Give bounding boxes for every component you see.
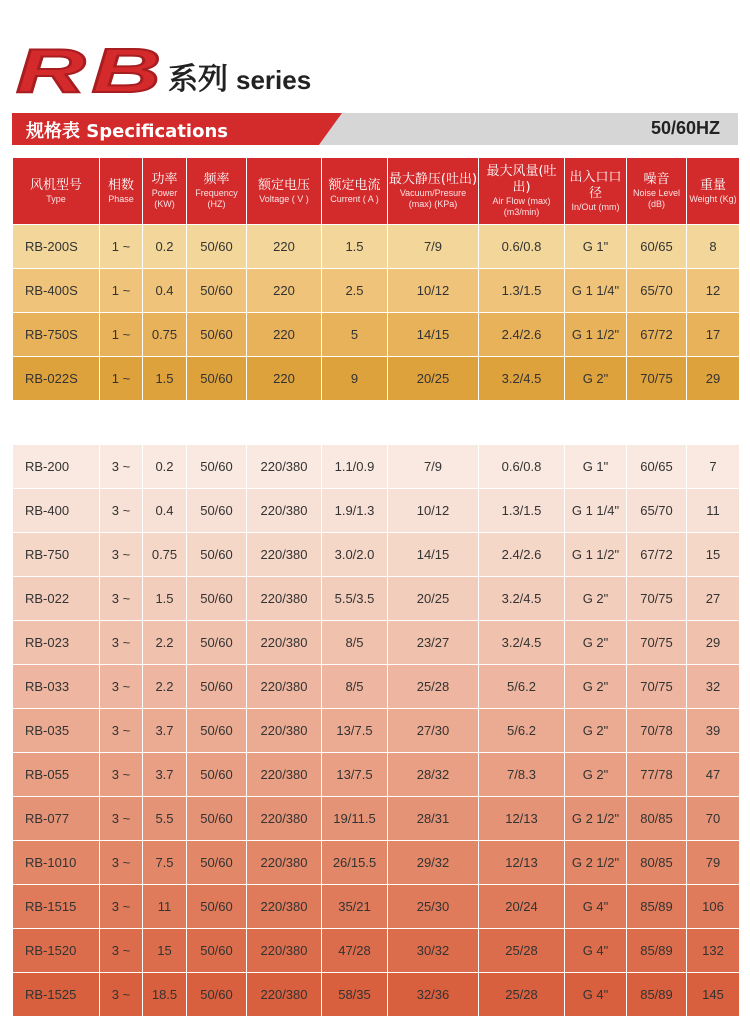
column-header-cn: 噪音 <box>643 172 670 187</box>
table-cell: 3 ~ <box>100 445 143 489</box>
table-row-rb-022 <box>13 577 740 621</box>
table-cell: 12/13 <box>479 797 565 841</box>
column-header-en: Weight (Kg) <box>689 193 737 204</box>
table-cell: 7 <box>687 445 740 489</box>
table-cell: 220/380 <box>247 753 322 797</box>
table-cell: 50/60 <box>187 225 247 269</box>
table-cell: 7/9 <box>388 445 479 489</box>
table-cell: 2.2 <box>143 665 187 709</box>
table-cell: 50/60 <box>187 445 247 489</box>
table-cell: 28/31 <box>388 797 479 841</box>
table-cell: 3 ~ <box>100 753 143 797</box>
table-cell: 60/65 <box>627 225 687 269</box>
table-cell: 0.75 <box>143 533 187 577</box>
table-row-rb-033 <box>13 665 740 709</box>
table-cell: 67/72 <box>627 533 687 577</box>
table-cell: G 2" <box>565 357 627 401</box>
table-cell: 50/60 <box>187 313 247 357</box>
column-header-en: Air Flow (max) (m3/min) <box>492 196 551 217</box>
table-cell: 0.6/0.8 <box>479 445 565 489</box>
table-cell: 3 ~ <box>100 797 143 841</box>
table-cell: G 1" <box>565 225 627 269</box>
table-cell: 0.6/0.8 <box>479 225 565 269</box>
series-title-en: series <box>236 65 312 95</box>
table-cell: 5.5 <box>143 797 187 841</box>
table-cell: 67/72 <box>627 313 687 357</box>
table-cell: 8/5 <box>322 665 388 709</box>
column-header-en: In/Out (mm) <box>571 201 620 212</box>
table-row-rb-1525 <box>13 973 740 1017</box>
table-cell: 47/28 <box>322 929 388 973</box>
table-row-rb-023 <box>13 621 740 665</box>
model-cell: RB-077 <box>13 797 100 841</box>
table-cell: 25/28 <box>479 929 565 973</box>
table-cell: 220/380 <box>247 533 322 577</box>
column-header <box>247 158 322 225</box>
table-body <box>13 225 740 1017</box>
table-cell: 1.3/1.5 <box>479 489 565 533</box>
table-cell: 80/85 <box>627 797 687 841</box>
table-cell: 3.2/4.5 <box>479 577 565 621</box>
table-cell: 15 <box>687 533 740 577</box>
model-cell: RB-033 <box>13 665 100 709</box>
table-cell: 12 <box>687 269 740 313</box>
table-cell: 1.9/1.3 <box>322 489 388 533</box>
model-cell: RB-1010 <box>13 841 100 885</box>
column-header-cn: 额定电压 <box>257 177 310 193</box>
column-header <box>479 158 565 225</box>
table-cell: 50/60 <box>187 665 247 709</box>
table-cell: 11 <box>143 885 187 929</box>
table-cell: G 4" <box>565 973 627 1017</box>
model-cell: RB-035 <box>13 709 100 753</box>
table-cell: 26/15.5 <box>322 841 388 885</box>
table-cell: 70/78 <box>627 709 687 753</box>
column-header <box>627 158 687 225</box>
column-header-cn: 额定电流 <box>328 177 381 193</box>
column-header-en: Frequency (HZ) <box>195 188 238 209</box>
column-header <box>687 158 740 225</box>
table-cell: 220/380 <box>247 929 322 973</box>
table-cell: 1.1/0.9 <box>322 445 388 489</box>
table-cell: 2.4/2.6 <box>479 533 565 577</box>
table-cell: G 4" <box>565 885 627 929</box>
table-cell: 20/25 <box>388 357 479 401</box>
table-cell: 0.4 <box>143 489 187 533</box>
table-cell: 220/380 <box>247 973 322 1017</box>
table-cell: 50/60 <box>187 489 247 533</box>
table-cell: G 1 1/4" <box>565 269 627 313</box>
table-cell: 29 <box>687 621 740 665</box>
table-row-rb-077 <box>13 797 740 841</box>
table-cell: 50/60 <box>187 973 247 1017</box>
table-cell: 50/60 <box>187 753 247 797</box>
table-cell: G 2" <box>565 665 627 709</box>
table-cell: 3 ~ <box>100 665 143 709</box>
table-cell: 50/60 <box>187 841 247 885</box>
table-row-rb-055 <box>13 753 740 797</box>
table-cell: 39 <box>687 709 740 753</box>
table-cell: 20/24 <box>479 885 565 929</box>
table-cell: 7/9 <box>388 225 479 269</box>
table-cell: 10/12 <box>388 489 479 533</box>
column-header <box>388 158 479 225</box>
model-cell: RB-400S <box>13 269 100 313</box>
table-cell: 13/7.5 <box>322 709 388 753</box>
table-cell: 35/21 <box>322 885 388 929</box>
column-header-en: Vacuum/Presure (max) (KPa) <box>399 188 467 209</box>
table-row-rb-200s <box>13 225 740 269</box>
table-cell: 3 ~ <box>100 929 143 973</box>
table-cell: 8/5 <box>322 621 388 665</box>
table-cell: 77/78 <box>627 753 687 797</box>
table-cell: 2.4/2.6 <box>479 313 565 357</box>
table-cell: 11 <box>687 489 740 533</box>
table-cell: 3.7 <box>143 753 187 797</box>
table-cell: 10/12 <box>388 269 479 313</box>
table-cell: G 2" <box>565 753 627 797</box>
column-header-cn: 风机型号 <box>29 177 82 193</box>
table-cell: 220/380 <box>247 577 322 621</box>
series-title <box>168 54 311 98</box>
table-cell: 1.5 <box>143 357 187 401</box>
table-cell: G 2" <box>565 621 627 665</box>
table-cell: 50/60 <box>187 533 247 577</box>
table-row-rb-400s <box>13 269 740 313</box>
model-cell: RB-055 <box>13 753 100 797</box>
column-header-cn: 频率 <box>203 172 230 187</box>
model-cell: RB-1520 <box>13 929 100 973</box>
table-cell: 5/6.2 <box>479 665 565 709</box>
table-cell: 2.2 <box>143 621 187 665</box>
rb-logo: RB <box>16 37 168 106</box>
table-cell: 132 <box>687 929 740 973</box>
table-cell: 0.4 <box>143 269 187 313</box>
table-cell: G 1 1/2" <box>565 533 627 577</box>
table-cell: 3 ~ <box>100 621 143 665</box>
group-separator-cell <box>13 401 740 445</box>
table-cell: 50/60 <box>187 621 247 665</box>
table-cell: 27 <box>687 577 740 621</box>
table-cell: G 2 1/2" <box>565 841 627 885</box>
table-cell: 2.5 <box>322 269 388 313</box>
column-header-cn: 功率 <box>151 172 178 187</box>
table-cell: 85/89 <box>627 929 687 973</box>
table-cell: G 1 1/4" <box>565 489 627 533</box>
table-cell: 65/70 <box>627 489 687 533</box>
table-cell: 50/60 <box>187 577 247 621</box>
model-cell: RB-1525 <box>13 973 100 1017</box>
table-cell: 50/60 <box>187 709 247 753</box>
table-cell: 14/15 <box>388 533 479 577</box>
table-row-rb-1520 <box>13 929 740 973</box>
model-cell: RB-400 <box>13 489 100 533</box>
brand-header <box>16 37 312 106</box>
table-cell: 25/28 <box>479 973 565 1017</box>
table-cell: 5 <box>322 313 388 357</box>
table-cell: 3 ~ <box>100 973 143 1017</box>
table-cell: 70/75 <box>627 577 687 621</box>
column-header-en: Phase <box>108 193 134 204</box>
spec-banner <box>12 113 738 145</box>
table-cell: 85/89 <box>627 973 687 1017</box>
table-cell: 1 ~ <box>100 357 143 401</box>
table-cell: 220/380 <box>247 665 322 709</box>
table-cell: 70/75 <box>627 665 687 709</box>
table-cell: 3.2/4.5 <box>479 357 565 401</box>
model-cell: RB-1515 <box>13 885 100 929</box>
table-cell: 1 ~ <box>100 225 143 269</box>
banner-title: 规格表 Specifications <box>26 121 228 142</box>
table-cell: 3.2/4.5 <box>479 621 565 665</box>
model-cell: RB-750 <box>13 533 100 577</box>
table-cell: 3.0/2.0 <box>322 533 388 577</box>
table-row-rb-200 <box>13 445 740 489</box>
table-cell: 220/380 <box>247 841 322 885</box>
table-cell: 23/27 <box>388 621 479 665</box>
table-cell: 32/36 <box>388 973 479 1017</box>
table-cell: 25/28 <box>388 665 479 709</box>
table-cell: G 2" <box>565 577 627 621</box>
column-header-cn: 最大静压(吐出) <box>388 172 478 187</box>
table-cell: 65/70 <box>627 269 687 313</box>
table-cell: G 2" <box>565 709 627 753</box>
model-cell: RB-022S <box>13 357 100 401</box>
table-cell: 20/25 <box>388 577 479 621</box>
table-cell: 19/11.5 <box>322 797 388 841</box>
table-cell: 0.2 <box>143 445 187 489</box>
table-cell: 1.3/1.5 <box>479 269 565 313</box>
table-cell: 3 ~ <box>100 489 143 533</box>
table-cell: 12/13 <box>479 841 565 885</box>
model-cell: RB-750S <box>13 313 100 357</box>
table-cell: 9 <box>322 357 388 401</box>
table-cell: 8 <box>687 225 740 269</box>
table-row-rb-1010 <box>13 841 740 885</box>
table-cell: 0.75 <box>143 313 187 357</box>
table-cell: 32 <box>687 665 740 709</box>
table-cell: 0.2 <box>143 225 187 269</box>
table-cell: 50/60 <box>187 357 247 401</box>
table-cell: 3 ~ <box>100 533 143 577</box>
column-header <box>100 158 143 225</box>
table-cell: G 1 1/2" <box>565 313 627 357</box>
column-header <box>143 158 187 225</box>
table-cell: 50/60 <box>187 929 247 973</box>
table-cell: 28/32 <box>388 753 479 797</box>
table-cell: 50/60 <box>187 269 247 313</box>
table-row-rb-750 <box>13 533 740 577</box>
table-row-rb-035 <box>13 709 740 753</box>
table-cell: 220/380 <box>247 621 322 665</box>
table-cell: 3.7 <box>143 709 187 753</box>
column-header <box>322 158 388 225</box>
table-cell: 1 ~ <box>100 269 143 313</box>
column-header-cn: 重量 <box>699 177 726 193</box>
table-cell: 220/380 <box>247 445 322 489</box>
table-cell: 5/6.2 <box>479 709 565 753</box>
column-header-en: Current ( A ) <box>330 193 379 204</box>
table-cell: 70 <box>687 797 740 841</box>
table-row-rb-400 <box>13 489 740 533</box>
table-row-rb-750s <box>13 313 740 357</box>
group-separator <box>13 401 740 445</box>
table-cell: 80/85 <box>627 841 687 885</box>
table-cell: 70/75 <box>627 357 687 401</box>
column-header-cn: 最大风量(吐出) <box>486 164 557 195</box>
series-title-cn: 系列 <box>168 62 228 97</box>
table-header-row <box>13 158 740 225</box>
model-cell: RB-200 <box>13 445 100 489</box>
table-cell: 3 ~ <box>100 577 143 621</box>
table-cell: 47 <box>687 753 740 797</box>
table-cell: 14/15 <box>388 313 479 357</box>
table-cell: 18.5 <box>143 973 187 1017</box>
table-cell: 3 ~ <box>100 709 143 753</box>
table-cell: 30/32 <box>388 929 479 973</box>
model-cell: RB-200S <box>13 225 100 269</box>
column-header-en: Power (KW) <box>151 188 178 209</box>
model-cell: RB-023 <box>13 621 100 665</box>
table-cell: G 2 1/2" <box>565 797 627 841</box>
table-cell: 220/380 <box>247 885 322 929</box>
table-cell: 220/380 <box>247 709 322 753</box>
table-cell: 3 ~ <box>100 841 143 885</box>
table-cell: 1.5 <box>143 577 187 621</box>
table-cell: 79 <box>687 841 740 885</box>
table-cell: 220/380 <box>247 797 322 841</box>
column-header <box>565 158 627 225</box>
table-cell: 3 ~ <box>100 885 143 929</box>
column-header-cn: 出入口口径 <box>569 169 622 201</box>
table-cell: 17 <box>687 313 740 357</box>
table-cell: G 1" <box>565 445 627 489</box>
table-cell: 1 ~ <box>100 313 143 357</box>
table-cell: 60/65 <box>627 445 687 489</box>
table-cell: 1.5 <box>322 225 388 269</box>
table-cell: 5.5/3.5 <box>322 577 388 621</box>
table-cell: 27/30 <box>388 709 479 753</box>
table-cell: 13/7.5 <box>322 753 388 797</box>
table-cell: 145 <box>687 973 740 1017</box>
table-cell: 29/32 <box>388 841 479 885</box>
column-header <box>187 158 247 225</box>
banner-frequency: 50/60HZ <box>650 118 720 138</box>
table-cell: 220 <box>247 225 322 269</box>
table-cell: 15 <box>143 929 187 973</box>
table-cell: 106 <box>687 885 740 929</box>
table-cell: 25/30 <box>388 885 479 929</box>
table-row-rb-022s <box>13 357 740 401</box>
table-cell: 220 <box>247 357 322 401</box>
table-row-rb-1515 <box>13 885 740 929</box>
table-cell: 220 <box>247 269 322 313</box>
specifications-table <box>12 157 740 1017</box>
column-header-en: Voltage ( V ) <box>259 193 309 204</box>
column-header-cn: 相数 <box>107 177 134 193</box>
table-cell: 50/60 <box>187 885 247 929</box>
table-cell: 85/89 <box>627 885 687 929</box>
column-header-en: Noise Level (dB) <box>632 188 681 209</box>
table-cell: 58/35 <box>322 973 388 1017</box>
table-cell: 7.5 <box>143 841 187 885</box>
table-cell: 70/75 <box>627 621 687 665</box>
table-cell: 50/60 <box>187 797 247 841</box>
table-cell: 29 <box>687 357 740 401</box>
model-cell: RB-022 <box>13 577 100 621</box>
table-cell: 220/380 <box>247 489 322 533</box>
table-cell: 220 <box>247 313 322 357</box>
column-header-en: Type <box>46 193 66 204</box>
table-cell: G 4" <box>565 929 627 973</box>
column-header <box>13 158 100 225</box>
table-cell: 7/8.3 <box>479 753 565 797</box>
